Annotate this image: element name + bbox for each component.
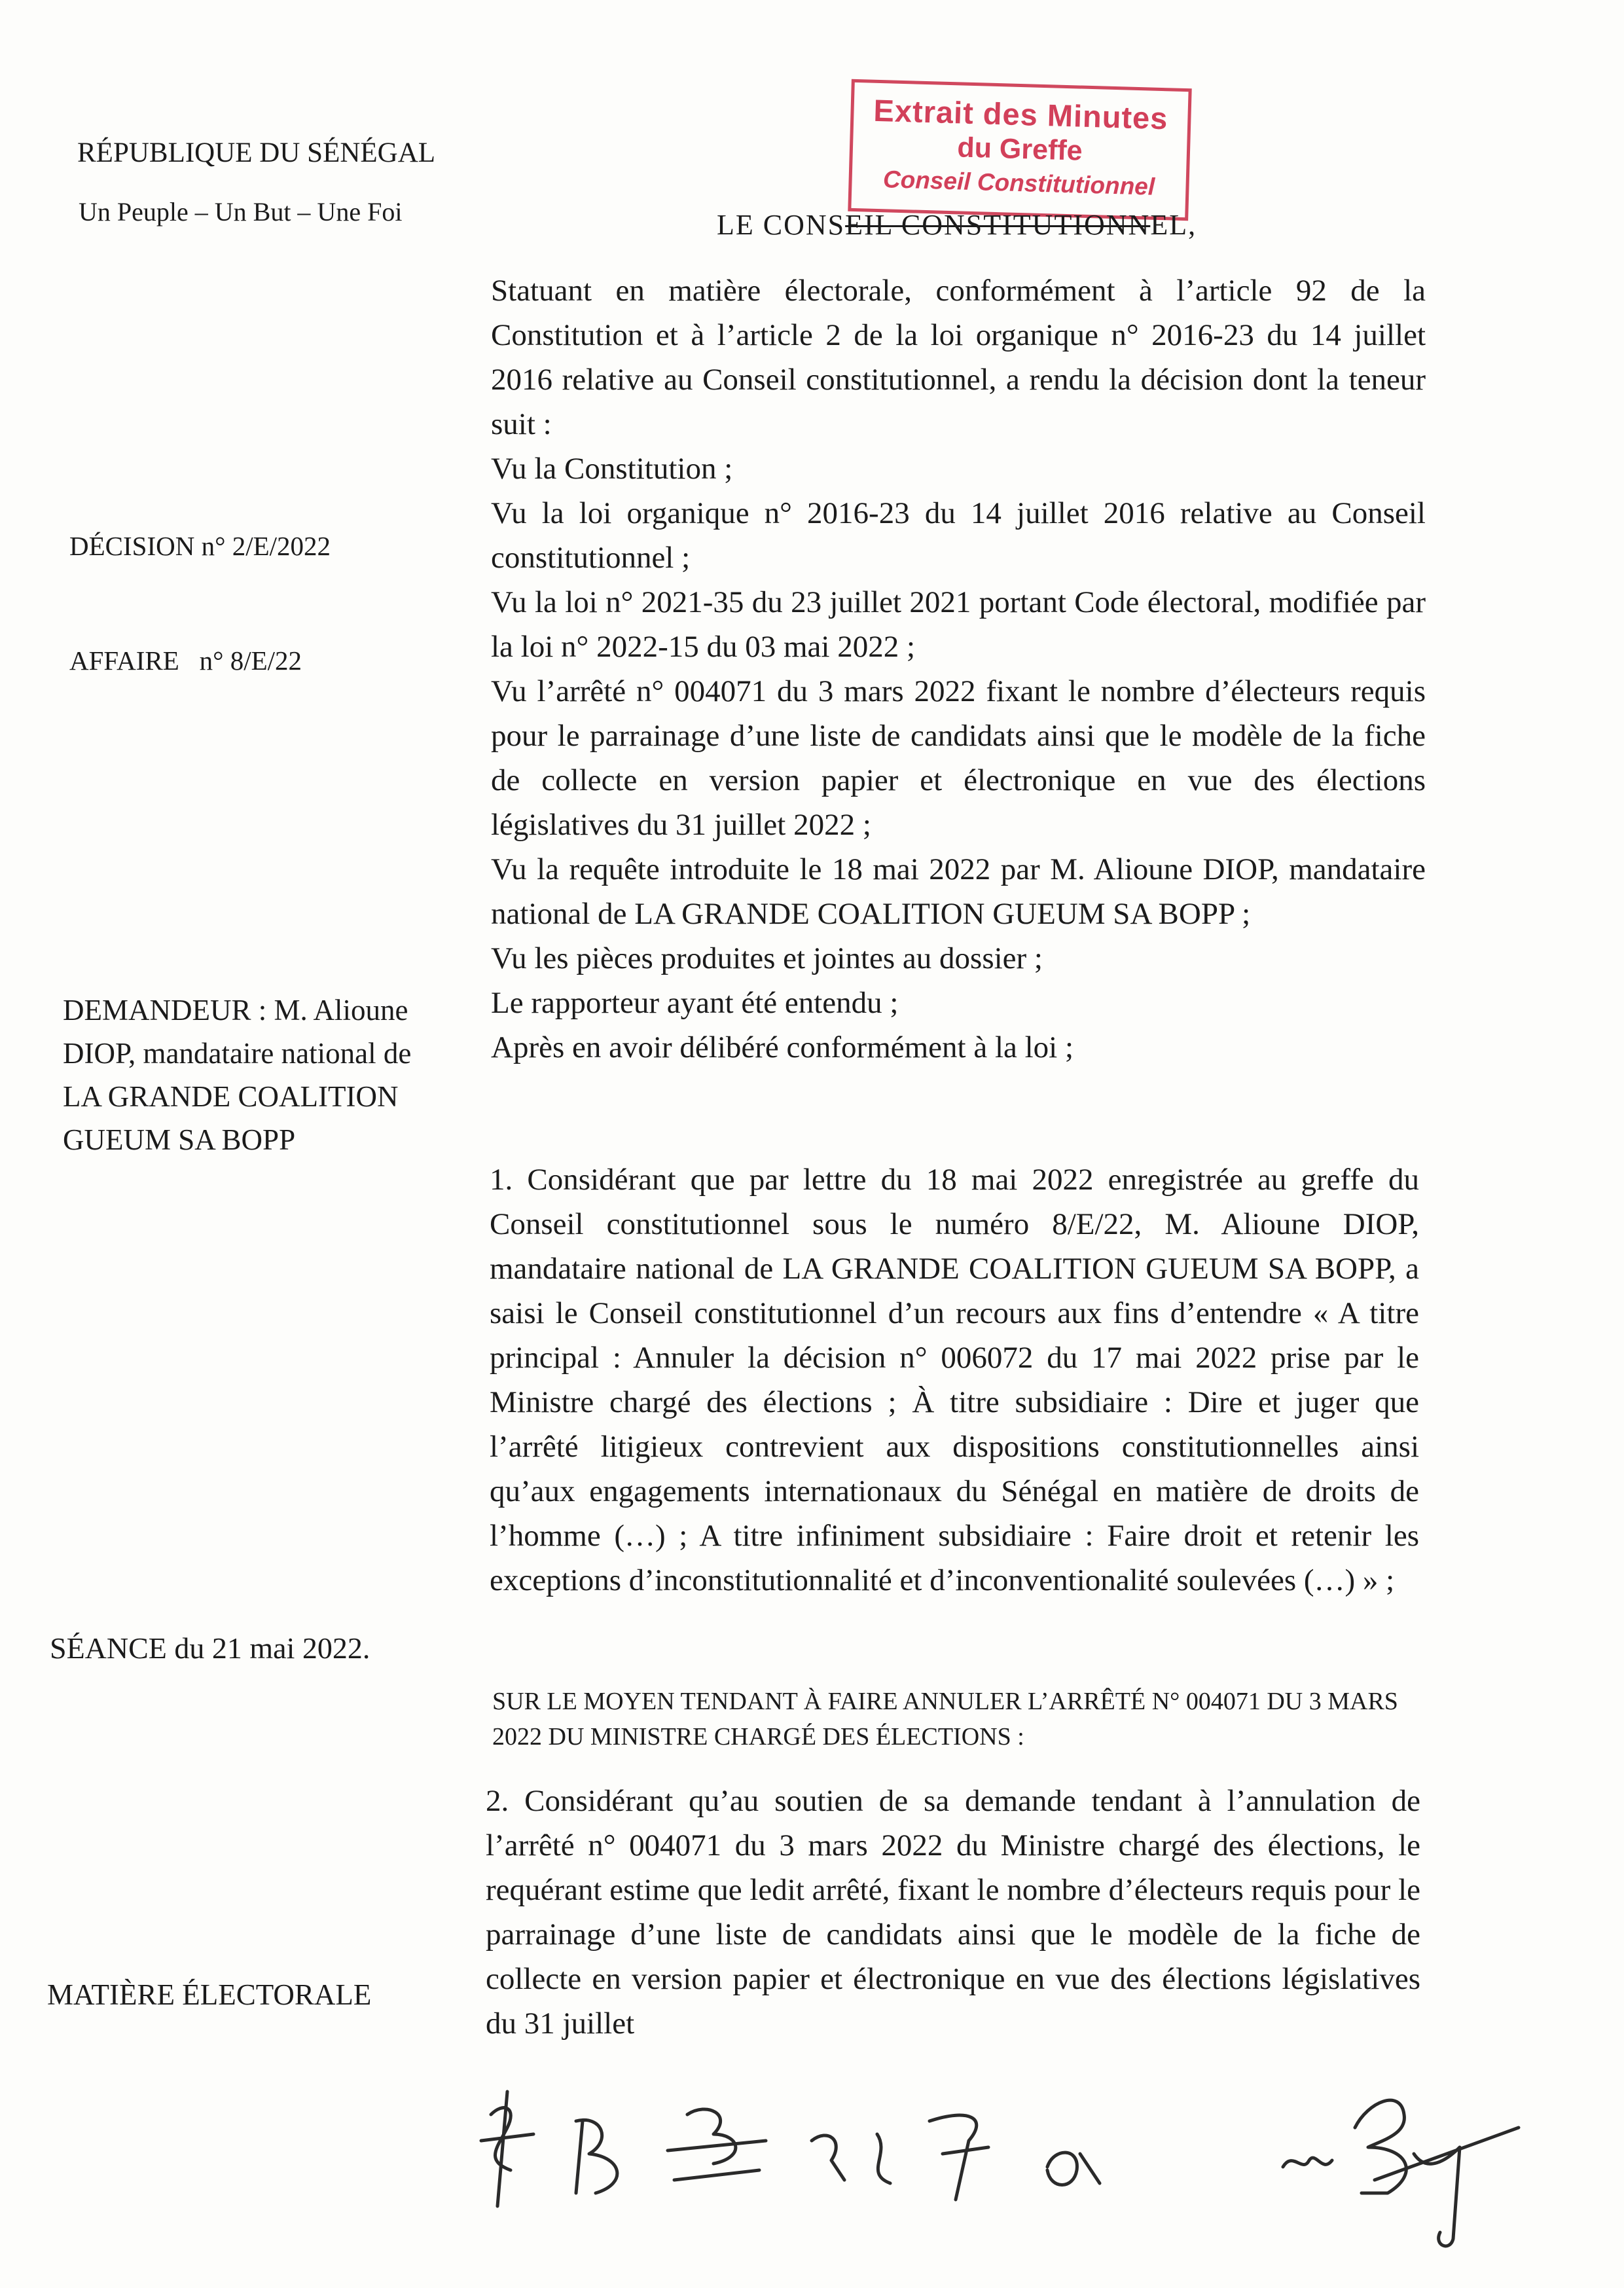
vu-requete: Vu la requête introduite le 18 mai 2022 par M. Alioune DIOP, mandataire national de LA GRANDE COALITION GUEUM SA BOPP ; — [491, 852, 1426, 931]
vu-pieces: Vu les pièces produites et jointes au dossier ; — [491, 941, 1043, 975]
vu-arrete: Vu l’arrêté n° 004071 du 3 mars 2022 fixant le nombre d’électeurs requis pour le parrainage d’une liste de candidats ainsi que le modèle de la fiche de collecte en version papier et électronique en vue des élections législatives du 31 juillet 2022 ; — [491, 674, 1426, 842]
registry-stamp — [848, 79, 1191, 221]
matiere-label: MATIÈRE ÉLECTORALE — [47, 1978, 372, 2011]
affaire-number: AFFAIRE n° 8/E/22 — [69, 645, 302, 676]
page-title — [717, 208, 1197, 242]
handwritten-initials — [471, 2043, 1532, 2259]
intro-paragraph: Statuant en matière électorale, conformément à l’article 92 de la Constitution et à l’article 2 de la loi organique n° 2016-23 du 14 juillet 2016 relative au Conseil constitutionnel, a rendu la décision dont la teneur suit : — [491, 274, 1426, 441]
decision-number: DÉCISION n° 2/E/2022 — [69, 531, 331, 561]
stamp-line-2: du Greffe — [956, 132, 1083, 167]
section-heading: SUR LE MOYEN TENDANT À FAIRE ANNULER L’ARRÊTÉ N° 004071 DU 3 MARS 2022 DU MINISTRE CHARGÉ DES ÉLECTIONS : — [492, 1688, 1398, 1751]
country-name: RÉPUBLIQUE DU SÉNÉGAL — [77, 137, 436, 168]
rapporteur-line: Le rapporteur ayant été entendu ; — [491, 986, 899, 1020]
apres-line: Après en avoir délibéré conformément à la loi ; — [491, 1030, 1074, 1064]
vu-loi-organique: Vu la loi organique n° 2016-23 du 14 juillet 2016 relative au Conseil constitutionnel ; — [491, 496, 1426, 575]
title-suffix: EL, — [1150, 209, 1197, 241]
stamp-line-3: Conseil Constitutionnel — [882, 166, 1155, 200]
vu-constitution: Vu la Constitution ; — [491, 452, 733, 486]
seance-date: SÉANCE du 21 mai 2022. — [50, 1631, 370, 1665]
stamp-line-1: Extrait des Minutes — [873, 92, 1169, 136]
demandeur-block: DEMANDEUR : M. Alioune DIOP, mandataire national de LA GRANDE COALITION GUEUM SA BOPP — [63, 994, 412, 1156]
title-struck: EIL CONSTITUTIONN — [845, 209, 1151, 241]
considerant-1: 1. Considérant que par lettre du 18 mai 2022 enregistrée au greffe du Conseil constitutionnel sous le numéro 8/E/22, M. Alioune DIOP, mandataire national de LA GRANDE COALITION GUEUM SA BOPP, a saisi le Conseil constitutionnel d’un recours aux fins d’entendre « A titre principal : Annuler la décision n° 006072 du 17 mai 2022 prise par le Ministre chargé des élections ; À titre subsidiaire : Dire et juger que l’arrêté litigieux contrevient aux dispositions constitutionnelles ainsi qu’aux engagements internationaux du Sénégal en matière de droits de l’homme (…) ; A titre infiniment subsidiaire : Faire droit et retenir les exceptions d’inconstitutionnalité et d’inconventionalité soulevées (…) » ; — [490, 1163, 1419, 1597]
considerant-2: 2. Considérant qu’au soutien de sa demande tendant à l’annulation de l’arrêté n° 004071 du 3 mars 2022 du Ministre chargé des élections, le requérant estime que ledit arrêté, fixant le nombre d’électeurs requis pour le parrainage d’une liste de candidats ainsi que le modèle de la fiche de collecte en version papier et électronique en vue des élections législatives du 31 juillet — [486, 1784, 1420, 2041]
national-motto: Un Peuple – Un But – Une Foi — [79, 197, 403, 227]
decision-preamble — [491, 268, 1426, 1070]
vu-code-electoral: Vu la loi n° 2021-35 du 23 juillet 2021 portant Code électoral, modifiée par la loi n° 2022-15 du 03 mai 2022 ; — [491, 585, 1426, 664]
title-prefix: LE CONS — [717, 209, 846, 241]
